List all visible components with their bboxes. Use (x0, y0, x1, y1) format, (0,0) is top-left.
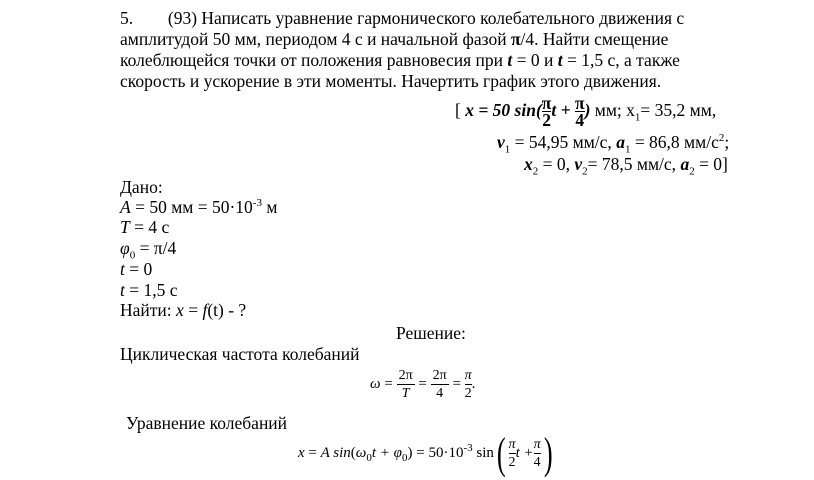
fraction-pi-2: $\frac{\pi}{2}$ (464, 368, 472, 402)
answer-t-plus: t + (551, 100, 571, 120)
problem-text-4: скорость и ускорение в эти моменты. Начертить график этого движения. (120, 71, 662, 91)
answer-mm-x1: мм; x (590, 100, 635, 120)
pi-symbol: π (510, 29, 521, 49)
problem-text-3a: колеблющейся точки от положения равновесия при (120, 50, 504, 70)
given-t2: t = 1,5 с (120, 280, 178, 300)
find-line: Найти: x = f(t) - ? (120, 300, 247, 320)
problem-text-3c: = 1,5 с, а также (562, 50, 680, 70)
right-paren: ) (543, 428, 553, 478)
v1-symbol: v (497, 132, 505, 152)
given-period: T = 4 с (120, 217, 170, 237)
answer-line-2: $v_1 = 54,95$ мм/с, $a_1 = 86,8$ $мм/с^2$; (497, 132, 730, 156)
x2-value: = 0, (538, 154, 575, 174)
a1-value: = 86,8 мм/с (630, 132, 719, 152)
oscillation-equation: x = A $\sin(\omega_0t + \varphi_0) = 50\cdot 10^{-3}$ sin( $\frac{\pi}{2}$ t + $\frac{\pi}{4}$ ) (298, 428, 553, 478)
eq-label: Уравнение колебаний (126, 413, 288, 433)
problem-code: (93) (167, 8, 198, 28)
answer-close-paren: ) (584, 100, 591, 120)
v2-symbol: v (574, 154, 583, 174)
v1-value: = 54,95 мм/с, (510, 132, 617, 152)
t-symbol: t (507, 50, 513, 70)
given-t1: t = 0 (120, 259, 153, 279)
problem-line-4 (120, 71, 661, 91)
problem-line-1 (120, 8, 684, 28)
omega-formula: ω = $\frac{2\pi}{T}$ = $\frac{2\pi}{4}$ = $\frac{\pi}{2}$ . (370, 368, 476, 402)
left-paren: ( (496, 428, 506, 478)
fraction-pi-2: $\frac{\pi}{2}$ (508, 437, 516, 471)
x1-value: = 35,2 мм, (640, 100, 717, 120)
problem-text-2b: /4. Найти смещение (520, 29, 669, 49)
answer-x-eq: x = 50 sin( (465, 100, 542, 120)
fraction-2pi-T: $\frac{2\pi}{T}$ (398, 368, 413, 402)
problem-line-3 (120, 50, 680, 70)
answer-bracket: [ (455, 100, 461, 120)
problem-line-2 (120, 29, 776, 49)
given-phase: $\varphi_0 = \pi/4$ (120, 238, 177, 262)
v2-value: = 78,5 мм/с, (587, 154, 681, 174)
x1-sub: 1 (634, 111, 641, 124)
fraction-pi-4: $\frac{\pi}{4}$ (533, 437, 541, 471)
fraction-pi-4: $\frac{\pi}{4}$ (574, 93, 585, 131)
a1-symbol: a (616, 132, 625, 152)
x2-symbol: x (524, 154, 533, 174)
given-heading: Дано: (120, 177, 163, 197)
answer-line-1 (455, 92, 717, 131)
fraction-pi-2: $\frac{\pi}{2}$ (541, 93, 552, 131)
answer-line-3: $x_2 = 0$, $v_2= 78,5$ мм/с, $a_2 = 0$] (524, 154, 728, 178)
problem-text-1: Написать уравнение гармонического колебательного движения с (201, 8, 685, 28)
a2-value: = 0] (694, 154, 728, 174)
a2-symbol: a (680, 154, 690, 174)
fraction-2pi-4: $\frac{2\pi}{4}$ (432, 368, 447, 402)
solution-heading: Решение: (396, 323, 466, 343)
problem-text-3b: = 0 и (512, 50, 558, 70)
problem-text-2a: амплитудой 50 мм, периодом 4 с и начальной фазой (120, 29, 507, 49)
given-amplitude: A = 50 мм = $50\cdot 10^{-3}$ м (120, 197, 278, 217)
t-symbol: t (557, 50, 563, 70)
freq-label: Циклическая частота колебаний (120, 344, 360, 364)
problem-number: 5. (120, 8, 134, 28)
